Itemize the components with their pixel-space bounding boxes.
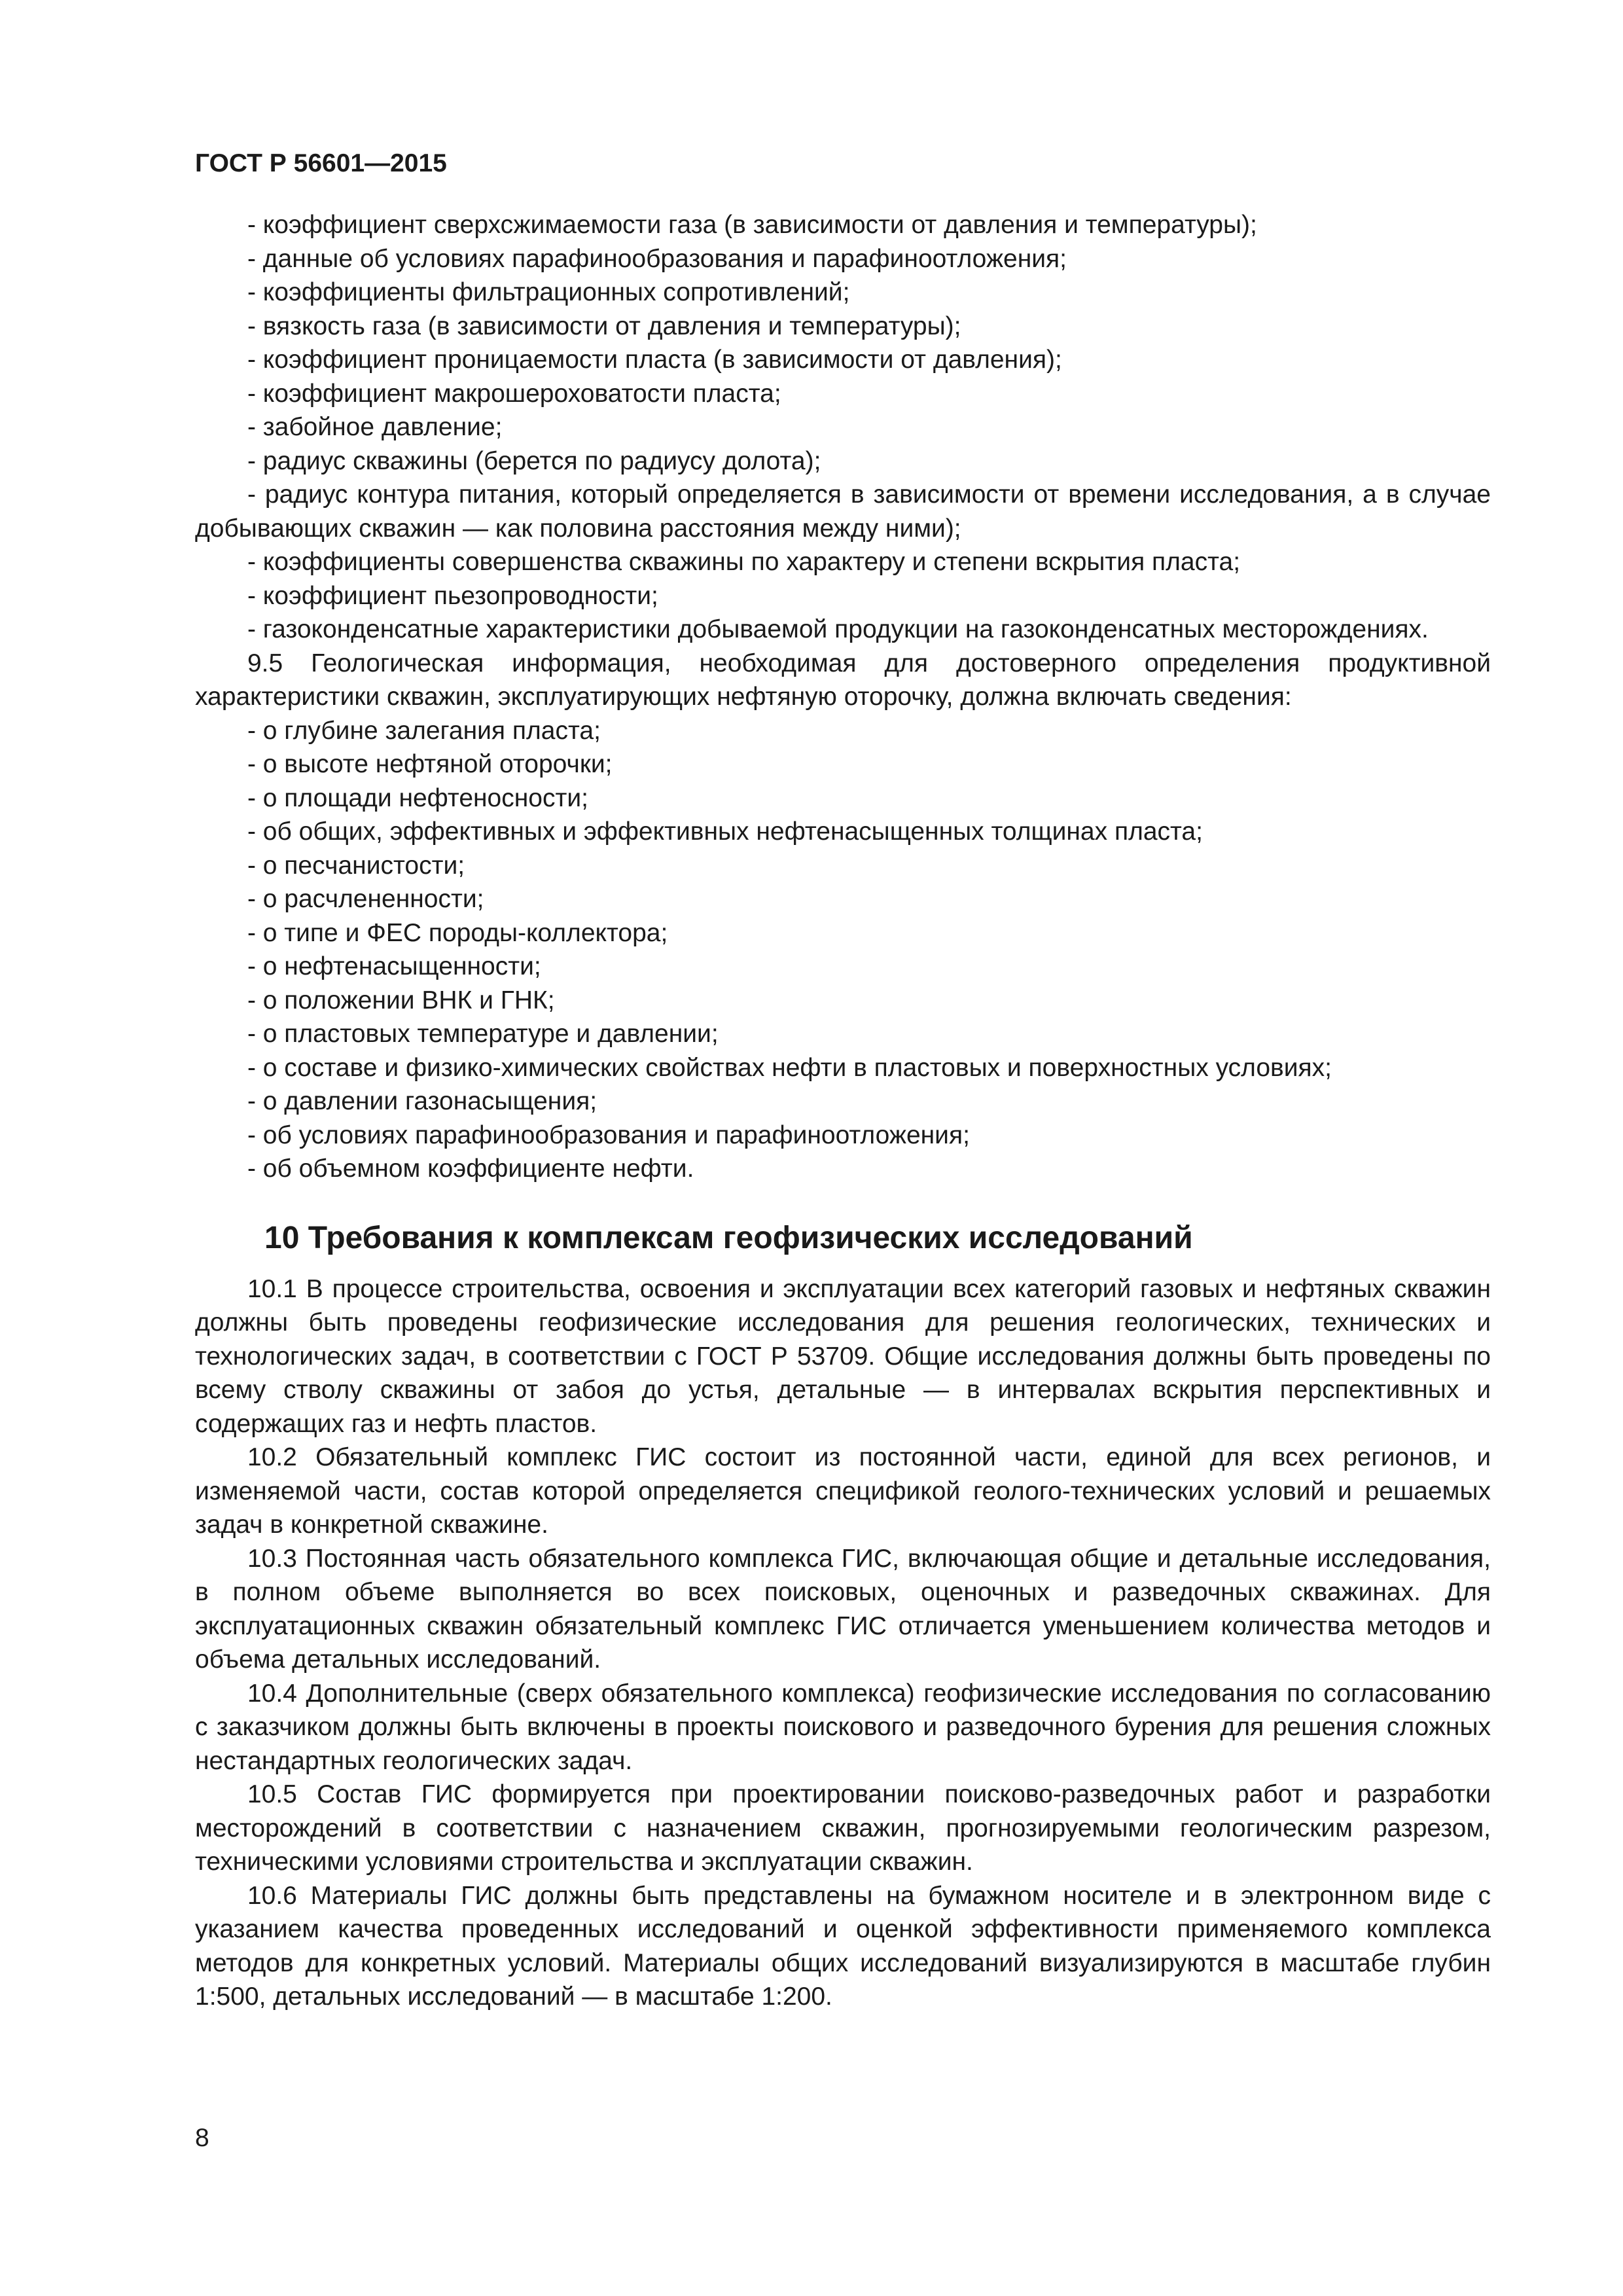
paragraph-10-4: 10.4 Дополнительные (сверх обязательного комплекса) геофизические исследования по согласованию с заказчиком должны быть включены в проекты поискового и разведочного бурения для решения сложных нестандартных геологических задач. [195, 1679, 1491, 1775]
list-item: - о составе и физико-химических свойствах нефти в пластовых и поверхностных условиях; [247, 1053, 1332, 1082]
list-item: - об объемном коэффициенте нефти. [247, 1155, 694, 1183]
gas-parameters-list [195, 208, 1491, 647]
list-item: - о глубине залегания пласта; [247, 716, 601, 745]
list-item: - об условиях парафинообразования и парафиноотложения; [247, 1121, 970, 1149]
list-item: - о нефтенасыщенности; [247, 952, 541, 980]
list-item: - о давлении газонасыщения; [247, 1087, 597, 1115]
paragraph-10-1: 10.1 В процессе строительства, освоения и эксплуатации всех категорий газовых и нефтяных скважин должны быть проведены геофизические исследования для решения геологических, технических и технологических задач, в соответствии с ГОСТ Р 53709. Общие исследования должны быть проведены по всему стволу скважины от забоя до устья, детальные — в интервалах вскрытия перспективных и содержащих газ и нефть пластов. [195, 1274, 1491, 1438]
paragraph-10-3: 10.3 Постоянная часть обязательного комплекса ГИС, включающая общие и детальные исследования, в полном объеме выполняется во всех поисковых, оценочных и разведочных скважинах. Для эксплуатационных скважин обязательный комплекс ГИС отличается уменьшением количества методов и объема детальных исследований. [195, 1544, 1491, 1674]
list-item: - забойное давление; [247, 413, 503, 441]
section-10-body [195, 1272, 1491, 2014]
page-content [195, 147, 1491, 2014]
list-item: - о типе и ФЕС породы-коллектора; [247, 918, 668, 947]
list-item: - об общих, эффективных и эффективных нефтенасыщенных толщинах пласта; [247, 817, 1203, 846]
list-item: - о высоте нефтяной оторочки; [247, 750, 613, 778]
paragraph-9-5: 9.5 Геологическая информация, необходимая для достоверного определения продуктивной характеристики скважин, эксплуатирующих нефтяную оторочку, должна включать сведения: [195, 649, 1491, 711]
list-item: - коэффициент сверхсжимаемости газа (в зависимости от давления и температуры); [247, 211, 1257, 239]
list-item: - коэффициент пьезопроводности; [247, 581, 658, 610]
list-item: - вязкость газа (в зависимости от давления и температуры); [247, 312, 961, 340]
page-number: 8 [195, 2124, 209, 2152]
list-item: - о положении ВНК и ГНК; [247, 986, 555, 1014]
list-item: - о площади нефтеносности; [247, 783, 588, 812]
list-item: - данные об условиях парафинообразования и парафиноотложения; [247, 244, 1067, 273]
list-item: - о песчанистости; [247, 851, 465, 880]
paragraph-10-2: 10.2 Обязательный комплекс ГИС состоит из постоянной части, единой для всех регионов, и изменяемой части, состав которой определяется спецификой геолого-технических условий и решаемых задач в конкретной скважине. [195, 1443, 1491, 1539]
list-item: - о пластовых температуре и давлении; [247, 1020, 719, 1048]
list-item: - газоконденсатные характеристики добываемой продукции на газоконденсатных месторождениях. [247, 615, 1429, 643]
section-heading: 10 Требования к комплексам геофизических исследований [264, 1220, 1193, 1255]
paragraph-10-5: 10.5 Состав ГИС формируется при проектировании поисково-разведочных работ и разработки месторождений в соответствии с назначением скважин, прогнозируемыми геологическим разрезом, техническими условиями строительства и эксплуатации скважин. [195, 1780, 1491, 1876]
list-item: - радиус скважины (берется по радиусу долота); [247, 446, 821, 475]
list-item: - коэффициент макрошероховатости пласта; [247, 379, 781, 408]
list-item: - коэффициенты фильтрационных сопротивлений; [247, 278, 850, 306]
list-item: - коэффициент проницаемости пласта (в зависимости от давления); [247, 346, 1062, 374]
document-header: ГОСТ Р 56601—2015 [195, 149, 447, 177]
list-item: - о расчлененности; [247, 885, 484, 913]
geological-info-list [195, 714, 1491, 1186]
list-item: - радиус контура питания, который определяется в зависимости от времени исследования, а в случае добывающих скважин — как половина расстояния между ними); [195, 480, 1491, 543]
paragraph-10-6: 10.6 Материалы ГИС должны быть представлены на бумажном носителе и в электронном виде с указанием качества проведенных исследований и оценкой эффективности применяемого комплекса методов для конкретных условий. Материалы общих исследований визуализируются в масштабе глубин 1:500, детальных исследований — в масштабе 1:200. [195, 1881, 1491, 2011]
list-item: - коэффициенты совершенства скважины по характеру и степени вскрытия пласта; [247, 548, 1241, 576]
